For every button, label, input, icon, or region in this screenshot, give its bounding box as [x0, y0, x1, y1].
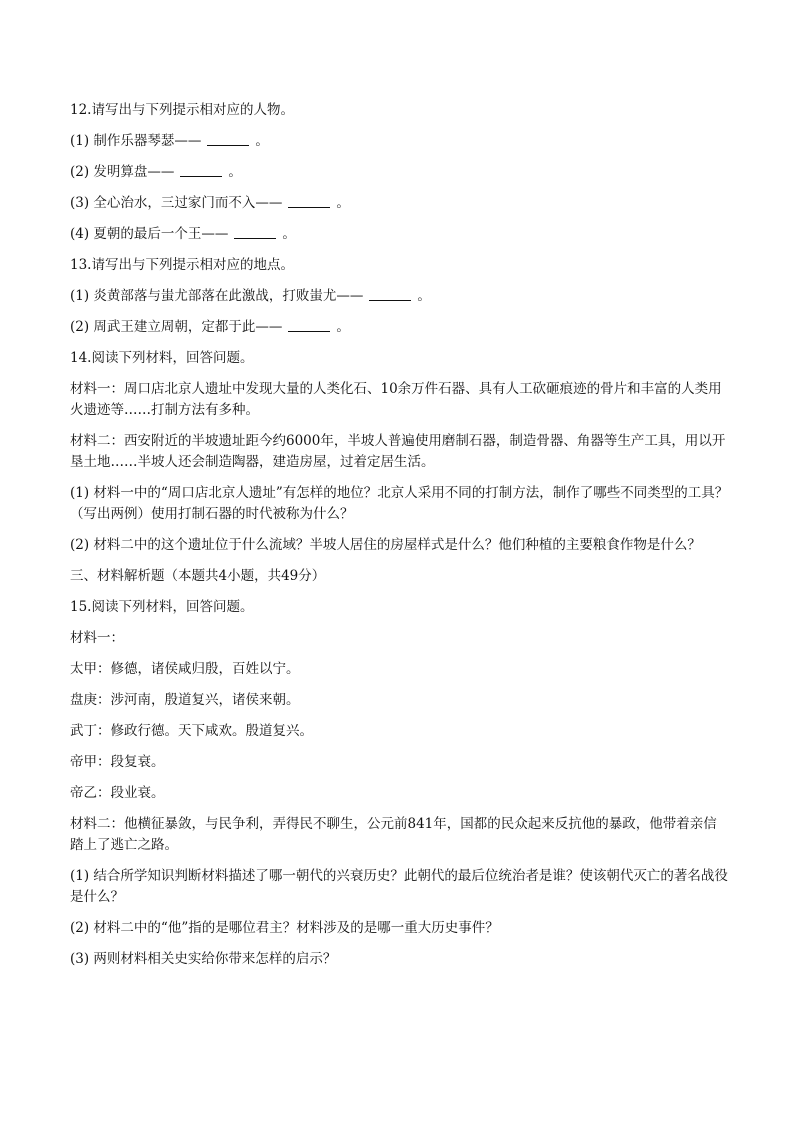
exam-page [70, 100, 730, 980]
line-q15-m2 [70, 814, 730, 856]
answer-blank[interactable] [207, 133, 249, 146]
line-q15 [70, 597, 730, 618]
line-q15-dijia [70, 752, 730, 773]
line-q12 [70, 100, 730, 121]
line-suffix: 。 [255, 133, 269, 149]
line-text: 三、材料解析题（本题共4小题，共49分） [70, 568, 326, 584]
line-text: 盘庚：涉河南，殷道复兴，诸侯来朝。 [70, 692, 300, 708]
line-text: 武丁：修政行德。天下咸欢。殷道复兴。 [70, 723, 313, 739]
line-text: 材料二：西安附近的半坡遗址距今约6000年，半坡人普遍使用磨制石器，制造骨器、角器等生产工具，用以开垦土地……半坡人还会制造陶器，建造房屋，过着定居生活。 [70, 433, 726, 470]
line-q12-4 [70, 224, 730, 245]
answer-blank[interactable] [234, 226, 276, 239]
line-text: (1) 结合所学知识判断材料描述了哪一朝代的兴衰历史？此朝代的最后位统治者是谁？使该朝代灭亡的著名战役是什么？ [70, 868, 728, 905]
line-q12-2 [70, 162, 730, 183]
line-suffix: 。 [336, 195, 350, 211]
line-q15-wuding [70, 721, 730, 742]
line-text: (3) 全心治水，三过家门而不入—— [70, 195, 283, 211]
line-q13-2 [70, 317, 730, 338]
line-suffix: 。 [336, 319, 350, 335]
line-text: (1) 材料一中的“周口店北京人遗址”有怎样的地位？北京人采用不同的打制方法，制作了哪些不同类型的工具？（写出两例）使用打制石器的时代被称为什么？ [70, 485, 729, 522]
line-text: (1) 炎黄部落与蚩尤部落在此激战，打败蚩尤—— [70, 288, 364, 304]
line-q14-1 [70, 483, 730, 525]
line-text: 材料一：周口店北京人遗址中发现大量的人类化石、10余万件石器、具有人工砍砸痕迹的骨片和丰富的人类用火遗迹等……打制方法有多种。 [70, 381, 722, 418]
line-text: (2) 周武王建立周朝，定都于此—— [70, 319, 283, 335]
line-suffix: 。 [282, 226, 296, 242]
line-text: 帝甲：段复衰。 [70, 754, 165, 770]
line-text: (2) 材料二中的“他”指的是哪位君主？材料涉及的是哪一重大历史事件？ [70, 920, 499, 936]
line-text: 15.阅读下列材料，回答问题。 [70, 599, 254, 615]
line-q15-m1 [70, 628, 730, 649]
line-text: 材料二：他横征暴敛，与民争利，弄得民不聊生，公元前841年，国都的民众起来反抗他的暴政，他带着亲信踏上了逃亡之路。 [70, 816, 717, 853]
line-text: 帝乙：段业衰。 [70, 785, 165, 801]
line-q12-1 [70, 131, 730, 152]
line-q14-m2 [70, 431, 730, 473]
line-q15-3 [70, 949, 730, 970]
answer-blank[interactable] [288, 195, 330, 208]
line-q14-2 [70, 535, 730, 556]
line-text: 13.请写出与下列提示相对应的地点。 [70, 257, 294, 273]
line-text: 太甲：修德，诸侯咸归殷，百姓以宁。 [70, 661, 300, 677]
line-q15-diyi [70, 783, 730, 804]
line-q15-2 [70, 918, 730, 939]
line-q15-pangeng [70, 690, 730, 711]
line-text: 12.请写出与下列提示相对应的人物。 [70, 102, 294, 118]
answer-blank[interactable] [288, 319, 330, 332]
line-q15-1 [70, 866, 730, 908]
line-q12-3 [70, 193, 730, 214]
line-suffix: 。 [417, 288, 431, 304]
line-text: (3) 两则材料相关史实给你带来怎样的启示？ [70, 951, 337, 967]
line-q13 [70, 255, 730, 276]
line-text: (4) 夏朝的最后一个王—— [70, 226, 229, 242]
line-sec3 [70, 566, 730, 587]
line-text: 材料一： [70, 630, 124, 646]
line-text: (2) 发明算盘—— [70, 164, 175, 180]
line-q13-1 [70, 286, 730, 307]
line-text: (1) 制作乐器琴瑟—— [70, 133, 202, 149]
line-text: 14.阅读下列材料，回答问题。 [70, 350, 254, 366]
line-suffix: 。 [228, 164, 242, 180]
line-q14 [70, 348, 730, 369]
line-q14-m1 [70, 379, 730, 421]
answer-blank[interactable] [369, 288, 411, 301]
line-text: (2) 材料二中的这个遗址位于什么流域？半坡人居住的房屋样式是什么？他们种植的主要粮食作物是什么？ [70, 537, 701, 553]
line-q15-taijia [70, 659, 730, 680]
answer-blank[interactable] [180, 164, 222, 177]
